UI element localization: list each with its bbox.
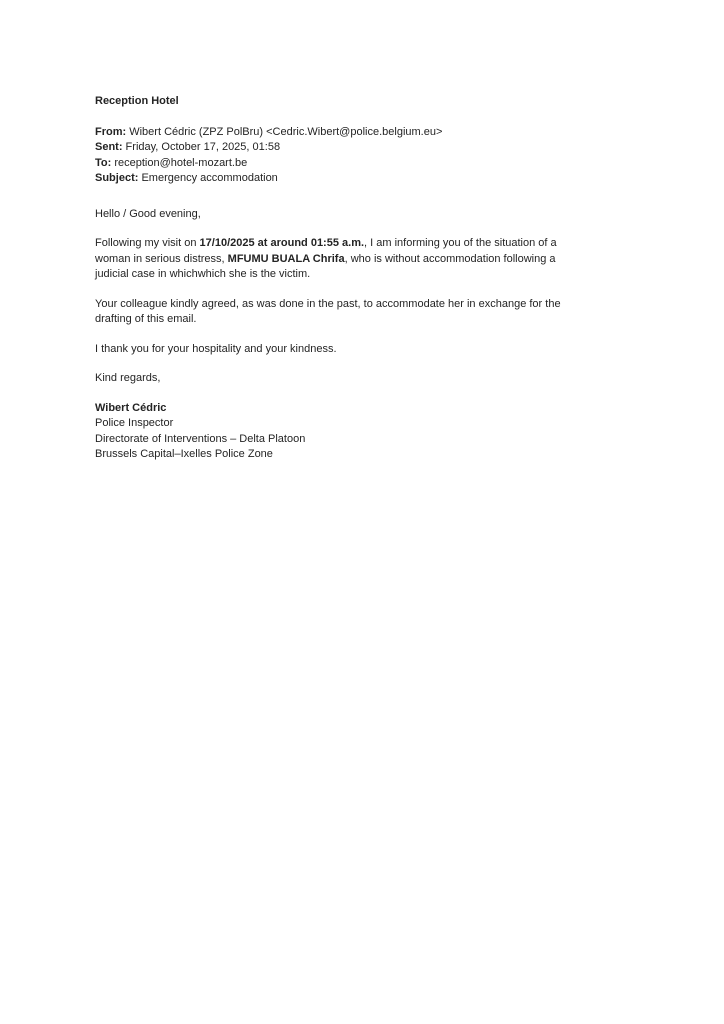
text-line: judicial case in whichwhich she is the victim.: [95, 268, 311, 280]
signature-police-zone: Brussels Capital–Ixelles Police Zone: [95, 448, 273, 460]
from-value: Wibert Cédric (ZPZ PolBru) <Cedric.Wibert@police.belgium.eu>: [126, 125, 443, 138]
subject-label: Subject:: [95, 172, 139, 184]
email-signature-block: [95, 401, 635, 463]
text-line: Kind regards,: [95, 372, 161, 384]
email-paragraph-situation: [95, 236, 635, 283]
subject-value: Emergency accommodation: [138, 172, 278, 184]
email-header-from: [95, 125, 635, 141]
email-paragraph-thanks: [95, 342, 635, 358]
signature-directorate: Directorate of Interventions – Delta Platoon: [95, 432, 306, 445]
email-header-subject: [95, 171, 635, 187]
email-recipient-title: Reception Hotel: [95, 95, 179, 107]
text-line: woman in serious distress, MFUMU BUALA Chrifa, who is without accommodation following a: [95, 252, 556, 265]
text-line: I thank you for your hospitality and your kindness.: [95, 342, 337, 355]
text-line: Hello / Good evening,: [95, 207, 201, 220]
signature-role: Police Inspector: [95, 417, 174, 429]
email-content: [95, 94, 635, 463]
to-label: To:: [95, 156, 112, 169]
email-header-to: [95, 156, 635, 172]
sent-value: Friday, October 17, 2025, 01:58: [122, 141, 281, 153]
email-closing: [95, 371, 635, 387]
signature-name: Wibert Cédric: [95, 401, 167, 414]
text-line: drafting of this email.: [95, 313, 197, 325]
email-header-block: [95, 125, 635, 187]
email-header-sent: [95, 140, 635, 156]
email-greeting: [95, 207, 635, 223]
from-label: From:: [95, 125, 127, 138]
email-paragraph-agreement: [95, 297, 635, 328]
text-line: Following my visit on 17/10/2025 at around 01:55 a.m., I am informing you of the situation of a: [95, 237, 557, 249]
text-line: Your colleague kindly agreed, as was done in the past, to accommodate her in exchange for the: [95, 297, 561, 310]
to-value: reception@hotel-mozart.be: [111, 156, 248, 169]
sent-label: Sent:: [95, 141, 123, 153]
